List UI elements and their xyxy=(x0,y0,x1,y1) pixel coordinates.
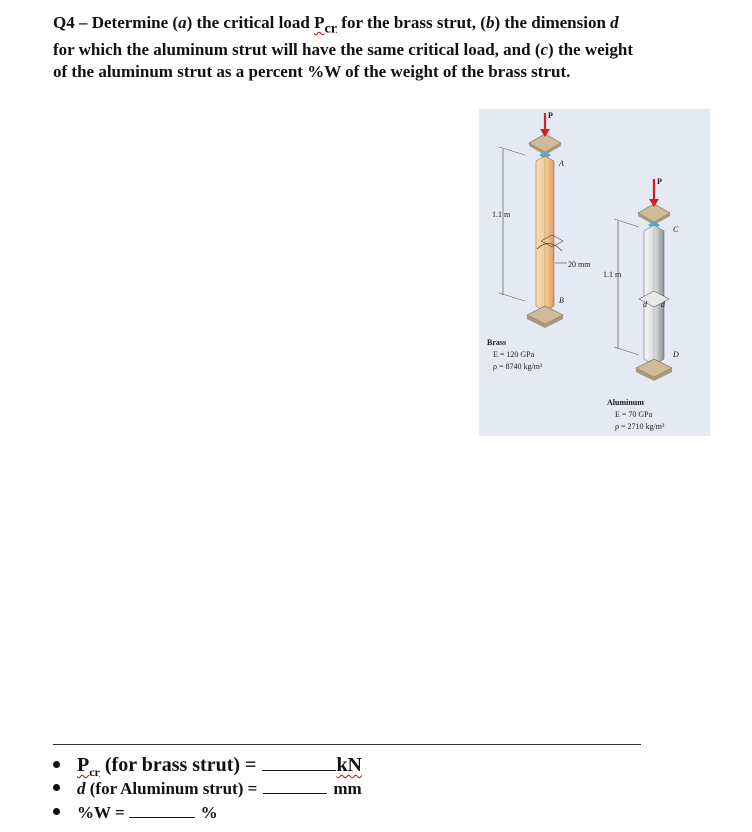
answer-d-blank[interactable] xyxy=(263,779,327,794)
answer-w-blank[interactable] xyxy=(129,803,195,818)
answer-pcr-unit: kN xyxy=(336,754,363,776)
bullet-icon xyxy=(53,761,60,768)
question-prefix: Q4 – Determine ( xyxy=(53,13,179,32)
answer-pcr-row xyxy=(53,754,362,780)
aluminum-load-label: P xyxy=(657,177,662,186)
part-a-text: ) the critical load xyxy=(186,13,315,32)
brass-load-label: P xyxy=(548,111,553,120)
part-c-letter: c xyxy=(540,40,549,60)
aluminum-density: ρ = 2710 kg/m³ xyxy=(615,422,665,431)
answer-w-label: %W = xyxy=(77,803,125,822)
answer-d-row xyxy=(53,779,362,799)
struts-figure xyxy=(479,109,710,436)
brass-length-label: 1.1 m xyxy=(492,210,511,219)
brass-section-dim: 20 mm xyxy=(568,260,591,269)
aluminum-dim-left: d xyxy=(643,300,647,309)
aluminum-name: Aluminum xyxy=(607,398,644,407)
answer-separator xyxy=(53,744,641,745)
struts-diagram xyxy=(479,109,710,436)
brass-point-a: A xyxy=(559,159,564,168)
bullet-icon xyxy=(53,808,60,815)
aluminum-dim-right: d xyxy=(661,300,665,309)
aluminum-strut xyxy=(603,177,679,431)
brass-density: ρ = 8740 kg/m³ xyxy=(493,362,543,371)
brass-point-b: B xyxy=(559,296,564,305)
part-a-letter: a xyxy=(178,13,187,32)
brass-strut xyxy=(487,111,591,371)
question-text xyxy=(53,12,713,83)
d-symbol: d xyxy=(610,13,619,32)
part-a-text-2: for the brass strut, ( xyxy=(337,13,486,32)
answer-w-unit: % xyxy=(200,803,218,822)
answer-d-label: d (for Aluminum strut) = xyxy=(77,779,258,798)
part-b-text: ) the dimension xyxy=(494,13,611,32)
aluminum-length-label: 1.1 m xyxy=(603,270,622,279)
part-b-letter: b xyxy=(485,13,495,32)
brass-modulus: E = 120 GPa xyxy=(493,350,535,359)
answer-pcr-blank[interactable] xyxy=(262,756,336,771)
answer-d-unit: mm xyxy=(333,779,362,798)
aluminum-point-c: C xyxy=(673,225,679,234)
bullet-icon xyxy=(53,784,60,791)
pcr-symbol: $P_{cr}$ xyxy=(314,13,338,37)
question-line2-end: ) the weight xyxy=(548,40,634,60)
pcr-symbol: $P_{cr}$ xyxy=(77,754,100,779)
aluminum-modulus: E = 70 GPa xyxy=(615,410,653,419)
aluminum-point-d: D xyxy=(673,350,679,359)
brass-name: Brass xyxy=(487,338,507,347)
answer-w-row xyxy=(53,803,218,823)
answer-pcr-label: $P_{cr}$ (for brass strut) = xyxy=(77,754,257,779)
question-line3: of the aluminum strut as a percent %W of the weight of the brass strut. xyxy=(53,62,571,82)
question-line2: for which the aluminum strut will have the same critical load, and ( xyxy=(53,40,541,60)
